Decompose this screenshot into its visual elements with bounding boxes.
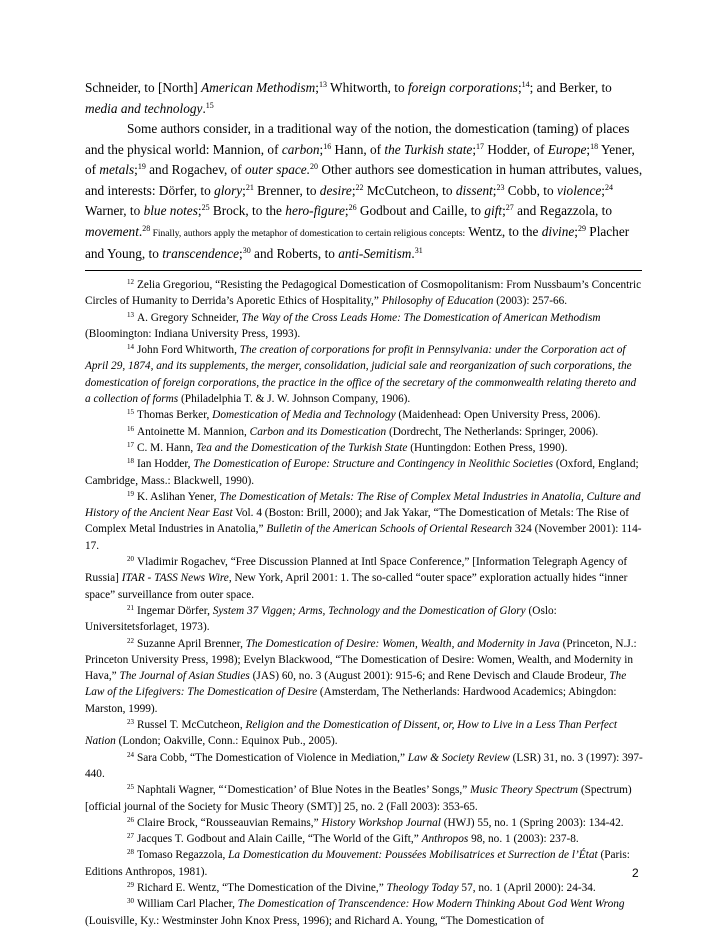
footnote-number: 25 xyxy=(127,783,134,792)
footnote-number: 19 xyxy=(127,489,134,498)
footnote-number: 21 xyxy=(127,603,134,612)
footnote-title: La Domestication du Mouvement: Poussées Mobilisatrices et Surrection de l’État xyxy=(228,849,598,862)
footnote-text: (Bloomington: Indiana University Press, 1993). xyxy=(85,327,301,340)
footnote-text: (JAS) 60, no. 3 (August 2001): 915-6; and Rene Devisch and Claude Brodeur, xyxy=(249,670,610,683)
footnote-text: William Carl Placher, xyxy=(137,898,238,911)
footnote-title: Tea and the Domestication of the Turkish State xyxy=(196,441,408,454)
footnote-17 xyxy=(85,440,643,456)
footnote-12 xyxy=(85,277,643,310)
footnote-title: The Domestication of Desire: Women, Wealth, and Modernity in Java xyxy=(245,637,560,650)
footnote-21 xyxy=(85,603,643,636)
footnote-text: Suzanne April Brenner, xyxy=(137,637,246,650)
footnote-22 xyxy=(85,636,643,717)
footnote-title: The Journal of Asian Studies xyxy=(119,670,250,683)
footnote-text: Jacques T. Godbout and Alain Caille, “The World of the Gift,” xyxy=(137,833,422,846)
footnote-title: The Domestication of Transcendence: How Modern Thinking About God Went Wrong xyxy=(237,898,625,911)
footnote-text: (Oxford, England; Cambridge, Mass.: Blackwell, 1990). xyxy=(85,458,639,487)
footnote-title: Carbon and its Domestication xyxy=(249,425,387,438)
page-number: 2 xyxy=(632,866,639,880)
footnote-number: 28 xyxy=(127,848,134,857)
paragraph-continuation: Schneider, to [North] American Methodism;$^{13}$ Whitworth, to foreign corporations;$^{14}$; and Berker, to media and technology.$^{15}$ xyxy=(85,80,612,116)
footnote-text: (Huntingdon: Eothen Press, 1990). xyxy=(407,441,568,454)
footnote-text: (HWJ) 55, no. 1 (Spring 2003): 134-42. xyxy=(440,816,624,829)
footnote-number: 24 xyxy=(127,750,134,759)
footnote-title: System 37 Viggen; Arms, Technology and the Domestication of Glory xyxy=(212,604,526,617)
footnote-text: (Maidenhead: Open University Press, 2006). xyxy=(395,409,601,422)
footnote-number: 30 xyxy=(127,897,134,906)
footnote-text: Ingemar Dörfer, xyxy=(137,604,213,617)
footnote-text: Claire Brock, “Rousseauvian Remains,” xyxy=(137,816,322,829)
footnote-text: Thomas Berker, xyxy=(137,409,213,422)
footnote-text: Naphtali Wagner, “‘Domestication’ of Blue Notes in the Beatles’ Songs,” xyxy=(137,784,471,797)
footnote-text: K. Aslihan Yener, xyxy=(137,490,220,503)
footnote-19 xyxy=(85,489,643,554)
footnote-number: 29 xyxy=(127,880,134,889)
footnote-text: (2003): 257-66. xyxy=(493,295,568,308)
footnote-number: 15 xyxy=(127,408,134,417)
footnote-title: Anthropos xyxy=(421,833,469,846)
footnote-text: 57, no. 1 (April 2000): 24-34. xyxy=(458,881,596,894)
footnote-15 xyxy=(85,407,643,423)
footnote-25 xyxy=(85,782,643,815)
footnotes xyxy=(85,277,643,929)
footnote-number: 26 xyxy=(127,815,134,824)
footnote-number: 14 xyxy=(127,343,134,352)
footnote-text: (LSR) 31, no. 3 (1997): 397-440. xyxy=(85,751,643,780)
footnote-number: 17 xyxy=(127,440,134,449)
footnote-title: History Workshop Journal xyxy=(321,816,441,829)
footnote-title: ITAR - TASS News Wire xyxy=(121,572,229,585)
footnote-title: Domestication of Media and Technology xyxy=(212,409,396,422)
footnote-23 xyxy=(85,717,643,750)
footnote-number: 27 xyxy=(127,832,134,841)
footnote-number: 18 xyxy=(127,457,134,466)
footnote-number: 16 xyxy=(127,424,134,433)
footnote-text: Vladimir Rogachev, “Free Discussion Planned at Intl Space Conference,” [Information Telegraph Agency of Russia] xyxy=(85,556,628,585)
footnote-number: 22 xyxy=(127,636,134,645)
footnote-text: (Spectrum) [official journal of the Society for Music Theory (SMT)] 25, no. 2 (Fall 2003): 353-65. xyxy=(85,784,632,813)
footnote-text: C. M. Hann, xyxy=(137,441,196,454)
footnote-title: The Law of the Lifegivers: The Domestication of Desire xyxy=(85,670,627,699)
footnote-26 xyxy=(85,815,643,831)
footnote-text: (Amsterdam, The Netherlands: Hardwood Academics; Abingdon: Marston, 1999). xyxy=(85,686,617,715)
footnote-text: A. Gregory Schneider, xyxy=(137,311,242,324)
footnote-29 xyxy=(85,880,643,896)
footnote-title: Bulletin of the American Schools of Oriental Research xyxy=(266,523,513,536)
main-text xyxy=(85,78,645,265)
footnote-text: John Ford Whitworth, xyxy=(137,344,240,357)
footnote-title: Law & Society Review xyxy=(407,751,510,764)
footnote-text: (Philadelphia T. & J. W. Johnson Company, 1906). xyxy=(178,393,411,406)
footnote-text: Vol. 4 (Boston: Brill, 2000); and Jak Yakar, “The Domestication of Metals: The Rise of Complex Metal Industries in Anatolia,” xyxy=(85,507,630,536)
footnote-text: (Louisville, Ky.: Westminster John Knox Press, 1996); and Richard A. Young, “The Domestication of xyxy=(85,914,545,927)
footnote-24 xyxy=(85,750,643,783)
footnote-number: 12 xyxy=(127,278,134,286)
footnote-text: , New York, April 2001: 1. The so-called “outer space” exploration actually hides “inner space” surveillance from outer space. xyxy=(85,572,628,601)
footnote-27 xyxy=(85,831,643,847)
footnote-title: The Domestication of Europe: Structure and Contingency in Neolithic Societies xyxy=(193,458,553,471)
footnote-number: 20 xyxy=(127,555,134,564)
footnote-30 xyxy=(85,896,643,929)
footnote-text: 98, no. 1 (2003): 237-8. xyxy=(468,833,579,846)
footnote-text: Antoinette M. Mannion, xyxy=(137,425,250,438)
footnote-title: Music Theory Spectrum xyxy=(470,784,579,797)
footnote-text: (Oslo: Universitetsforlaget, 1973). xyxy=(85,604,557,634)
footnote-text: Richard E. Wentz, “The Domestication of the Divine,” xyxy=(137,881,387,894)
footnote-14 xyxy=(85,342,643,407)
footnote-28 xyxy=(85,847,643,880)
footnote-text: 324 (November 2001): 114-17. xyxy=(85,523,642,552)
footnote-text: Zelia Gregoriou, “Resisting the Pedagogical Domestication of Cosmopolitanism: From Nussbaum’s Concentric Circles of Humanity to Derrida’s Aporetic Ethics of Hospitality,” xyxy=(85,279,642,308)
footnote-title: Theology Today xyxy=(386,881,459,894)
footnote-number: 13 xyxy=(127,310,134,319)
footnote-text: (London; Oakville, Conn.: Equinox Pub., 2005). xyxy=(115,735,338,748)
footnote-16 xyxy=(85,424,643,440)
footnote-20 xyxy=(85,554,643,603)
footnote-text: (Paris: Editions Anthropos, 1981). xyxy=(85,849,630,878)
footnote-number: 23 xyxy=(127,718,134,727)
footnote-text: Sara Cobb, “The Domestication of Violence in Mediation,” xyxy=(137,751,408,764)
footnote-title: The Domestication of Metals: The Rise of Complex Metal Industries in Anatolia, Culture and History of the Ancient Near East xyxy=(85,490,641,520)
footnote-text: (Dordrecht, The Netherlands: Springer, 2006). xyxy=(386,425,599,438)
footnote-text: Ian Hodder, xyxy=(137,458,194,471)
footnote-title: The creation of corporations for profit in Pennsylvania: under the Corporation act of April 29, 1874, and its supplements, the merger, consolidation, judicial sale and reorganization of such corporations, the domestication of foreign corporations, the practice in the office of the secretary of the commonwealth relating thereto and a collection of forms xyxy=(85,344,637,406)
footnote-title: The Way of the Cross Leads Home: The Domestication of American Methodism xyxy=(241,311,601,324)
footnote-text: (Princeton, N.J.: Princeton University Press, 1998); Evelyn Blackwood, “The Domestication of Desire: Women, Wealth, and Modernity in Hava,” xyxy=(85,637,637,683)
footnote-title: Philosophy of Education xyxy=(381,295,494,308)
footnote-separator xyxy=(85,270,642,271)
footnote-13 xyxy=(85,310,643,343)
footnote-text: Russel T. McCutcheon, xyxy=(137,719,246,732)
paragraph-domestication: Some authors consider, in a traditional way of the notion, the domestication (taming) of places and the physical world: Mannion, of carbon;$^{16}$ Hann, of the Turkish state;$^{17}$ Hodder, of Europe;$^{18}$ Yener, of metals;$^{19}$ and Rogachev, of outer space.$^{20}$ Other authors see domestication in human attributes, values, and interests: Dörfer, to glory;$^{21}$ Brenner, to desire;$^{22}$ McCutcheon, to dissent;$^{23}$ Cobb, to violence;$^{24}$ Warner, to blue notes;$^{25}$ Brock, to the hero-figure;$^{26}$ Godbout and Caille, to gift;$^{27}$ and Regazzola, to movement.$^{28}$ Finally, authors apply the metaphor of domestication to certain religious concepts: Wentz, to the divine;$^{29}$ Placher and Young, to transcendence;$^{30}$ and Roberts, to anti-Semitism.$^{31}$ xyxy=(85,121,643,261)
footnote-text: Tomaso Regazzola, xyxy=(137,849,229,862)
footnote-title: Religion and the Domestication of Dissent, or, How to Live in a Less Than Perfect Nation xyxy=(85,719,617,748)
footnote-18 xyxy=(85,456,643,489)
